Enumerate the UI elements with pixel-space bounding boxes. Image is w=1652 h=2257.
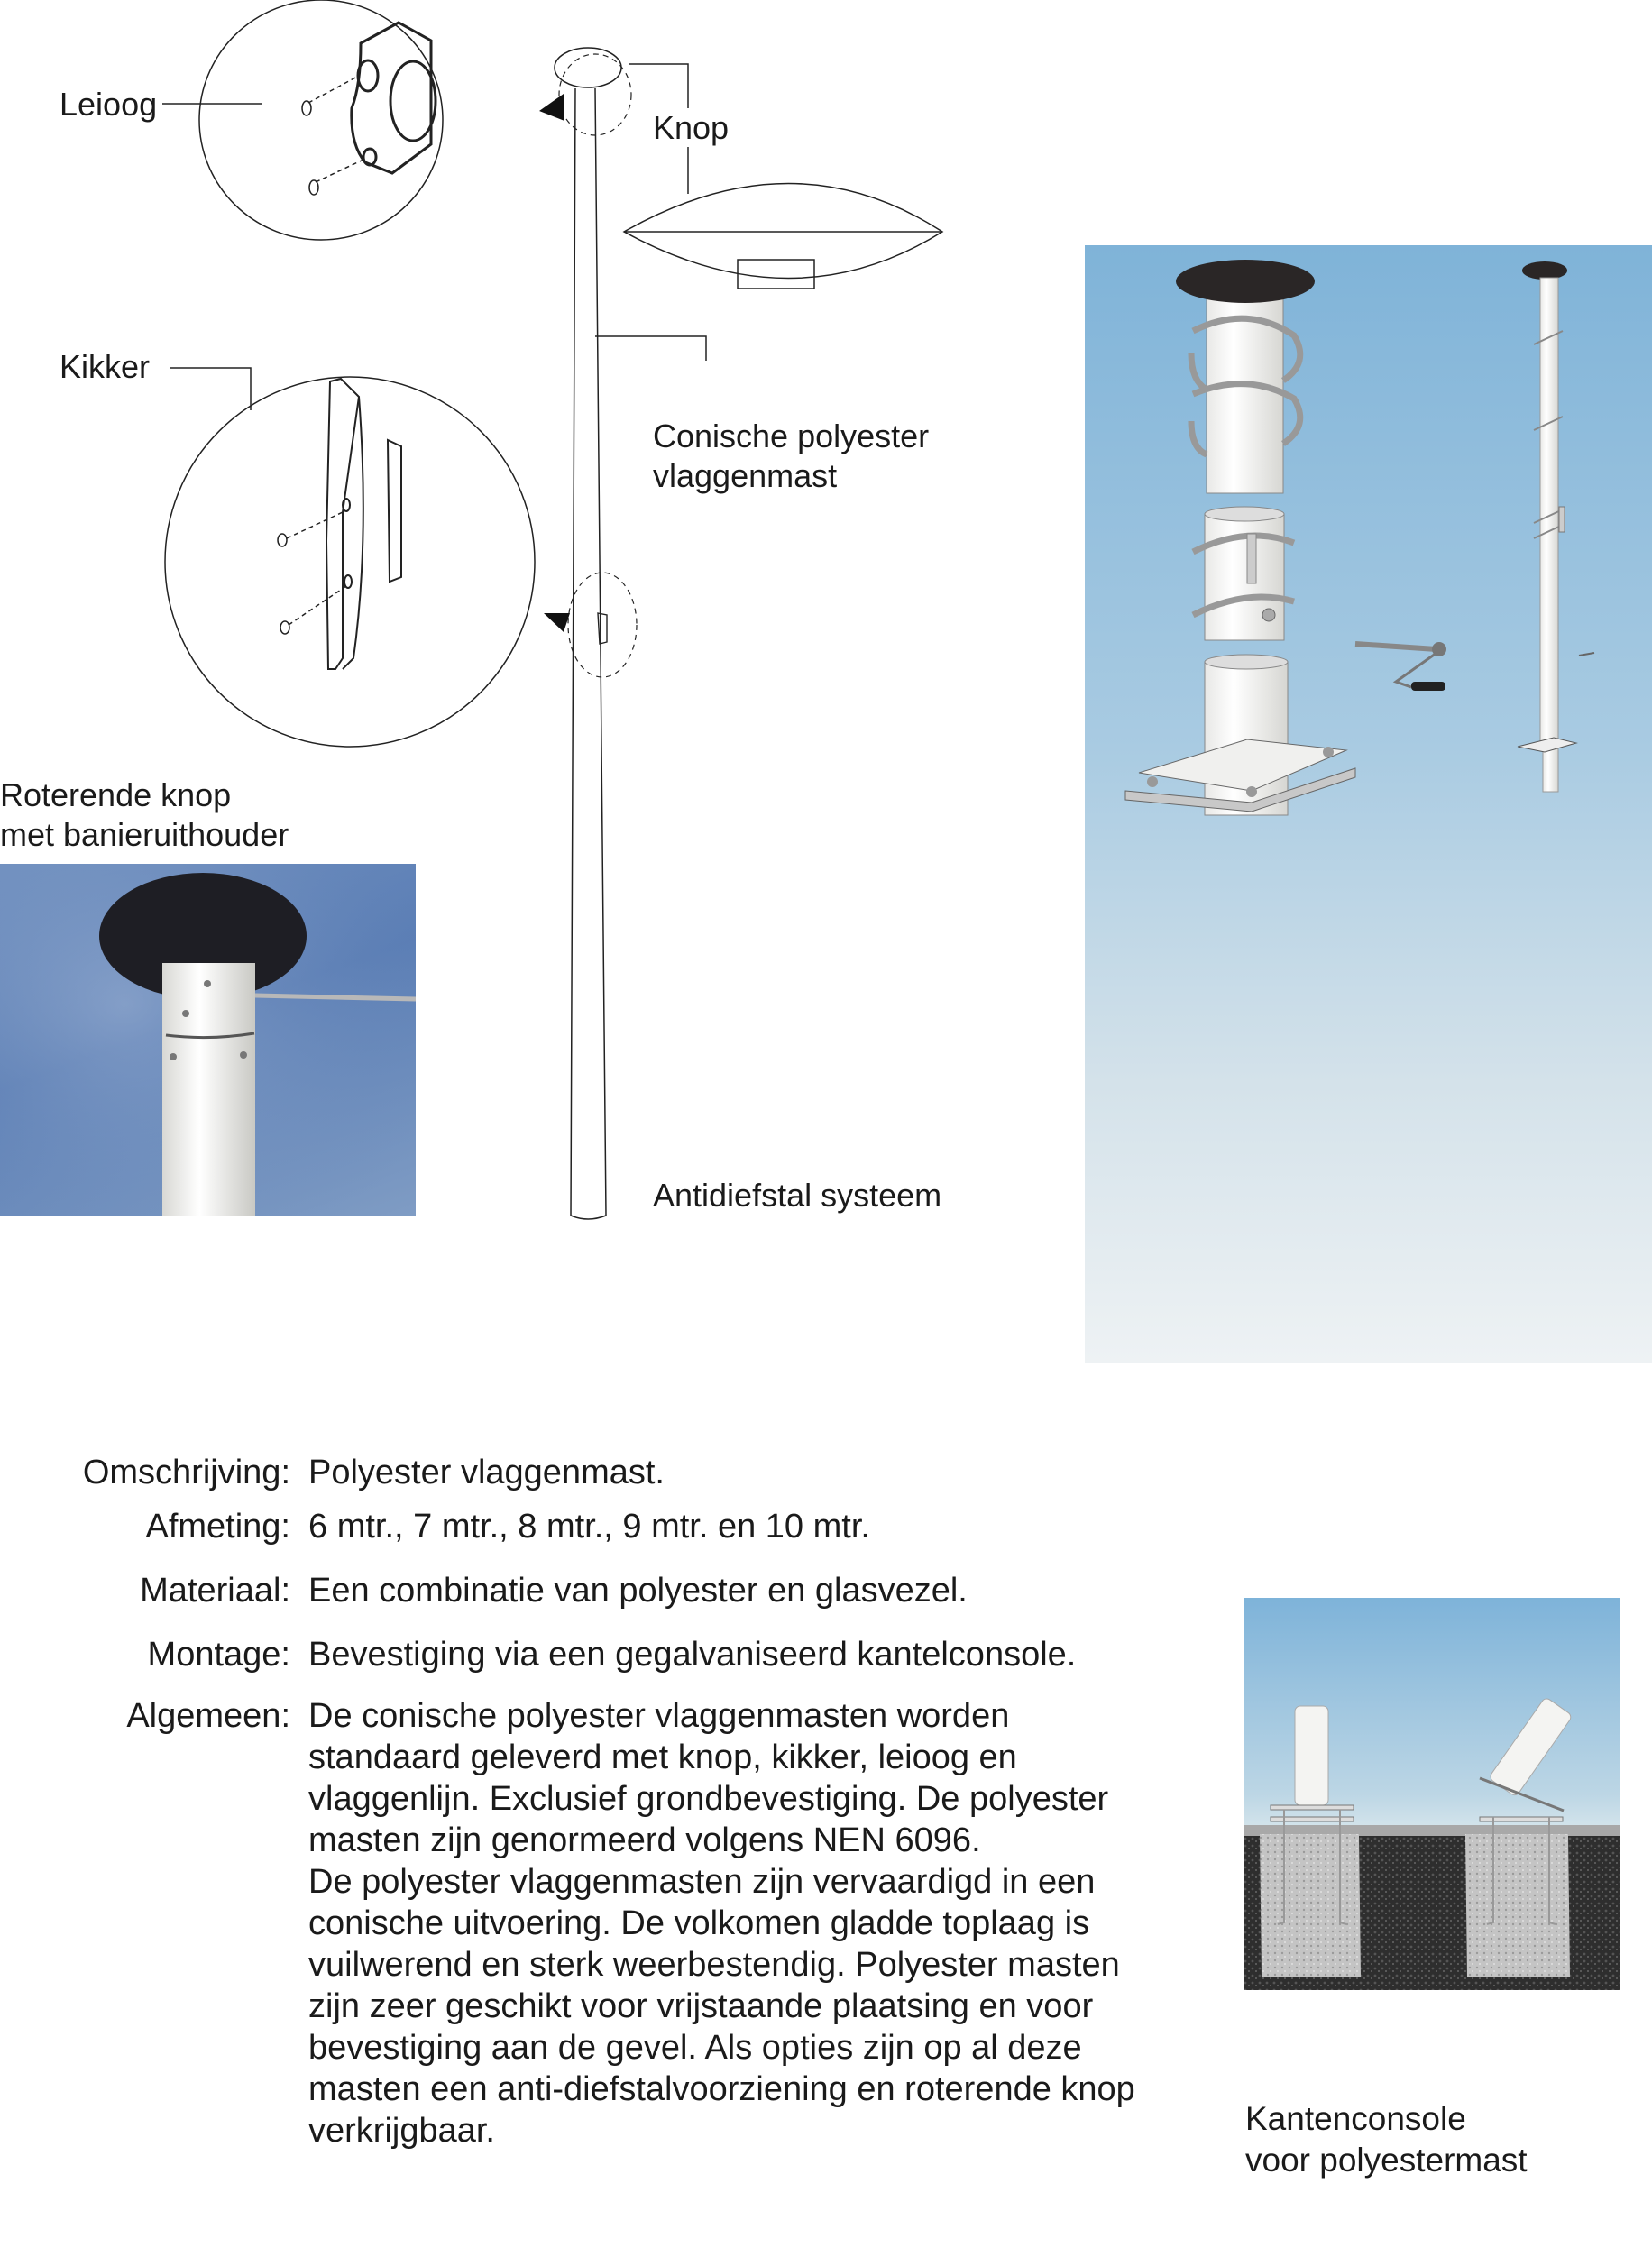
paragraph-line: zijn zeer geschikt voor vrijstaande plaatsing en voor [308,1987,1094,2025]
label-antidiefstal: Antidiefstal systeem [653,1177,942,1214]
paragraph-line: De polyester vlaggenmasten zijn vervaardigd in een [308,1863,1096,1901]
spec-key: Montage: [147,1636,290,1674]
crank-handle-icon [1355,642,1446,691]
paragraph-line: De conische polyester vlaggenmasten worden [308,1697,1010,1735]
kikker-leader [170,368,251,410]
paragraph-line: conische uitvoering. De volkomen gladde toplaag is [308,1904,1090,1942]
console-caption-line1: Kantenconsole [1245,2100,1466,2137]
label-mast-line1: Conische polyester [653,417,930,454]
label-kikker: Kikker [60,348,151,385]
spec-key: Materiaal: [140,1572,290,1610]
paragraph-line: verkrijgbaar. [308,2112,495,2150]
label-roterende-knop-line1: Roterende knop [0,776,232,813]
paragraph-line: vuilwerend en sterk weerbestendig. Polyester masten [308,1946,1120,1984]
tilted-mast [1480,1697,1573,1811]
spec-value: 6 mtr., 7 mtr., 8 mtr., 9 mtr. en 10 mtr. [308,1508,870,1546]
spec-value: Polyester vlaggenmast. [308,1454,665,1491]
arrow-top-icon [539,94,564,121]
conical-mast [571,88,606,1219]
paragraph-line: bevestiging aan de gevel. Als opties zijn op al deze [308,2029,1082,2067]
concrete-foundation-left [1260,1834,1361,1977]
assembled-mast [1518,261,1594,792]
tilt-console-illustration [1244,1598,1620,1990]
top-knob [1176,260,1315,303]
kikker-screws-icon [278,512,346,634]
upper-mast-section [1176,260,1315,493]
rotating-knob-illustration [0,864,416,1216]
paragraph-line: masten een anti-diefstalvoorziening en roterende knop [308,2070,1135,2108]
label-roterende-knop-line2: met banieruithouder [0,816,289,853]
upright-mast [1295,1706,1328,1805]
concrete-foundation-right [1465,1834,1570,1977]
label-mast-line2: vlaggenmast [653,457,838,494]
arrow-bottom-icon [544,613,570,632]
spec-key: Algemeen: [126,1697,290,1735]
exploded-mast-illustration [1085,245,1652,1363]
base-mast-section [1125,655,1355,815]
knop-part-icon [624,184,942,279]
spec-value: Bevestiging via een gegalvaniseerd kantelconsole. [308,1636,1077,1674]
kikker-detail-circle [165,377,535,747]
spec-paragraph [308,1695,1255,2151]
leioog-detail-circle [199,0,443,240]
rotating-knob-photo [0,864,416,1216]
middle-mast-section [1193,507,1294,640]
spec-key: Omschrijving: [82,1454,290,1491]
label-leioog: Leioog [60,86,158,123]
paragraph-line: standaard geleverd met knop, kikker, leioog en [308,1739,1017,1776]
kikker-part-icon [326,379,401,669]
leioog-part-icon [352,23,436,173]
label-knop: Knop [653,109,730,146]
spec-value: Een combinatie van polyester en glasvezel. [308,1572,968,1610]
knop-leader [629,64,688,108]
paragraph-line: masten zijn genormeerd volgens NEN 6096. [308,1821,981,1859]
spec-key: Afmeting: [145,1508,290,1546]
mast-top-knob [555,48,621,87]
mast-leader [595,336,706,361]
paragraph-line: vlaggenlijn. Exclusief grondbevestiging. De polyester [308,1780,1109,1818]
console-caption-line2: voor polyestermast [1245,2142,1528,2179]
